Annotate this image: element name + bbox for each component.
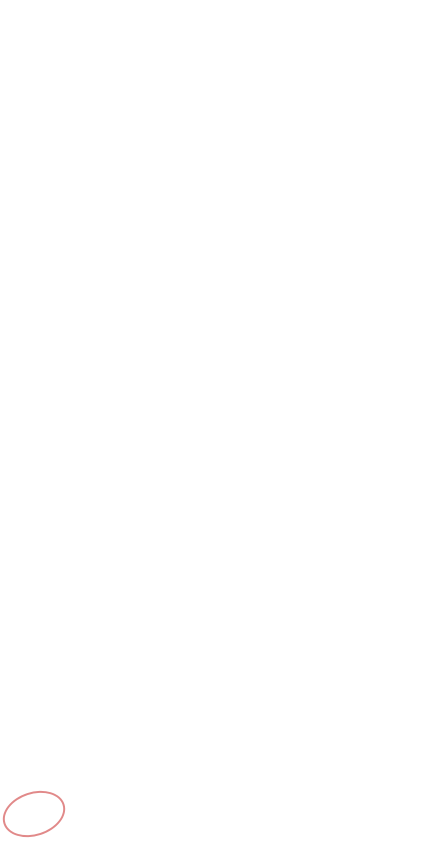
stamp-mark bbox=[0, 783, 71, 845]
paragraph-gap bbox=[10, 10, 438, 18]
